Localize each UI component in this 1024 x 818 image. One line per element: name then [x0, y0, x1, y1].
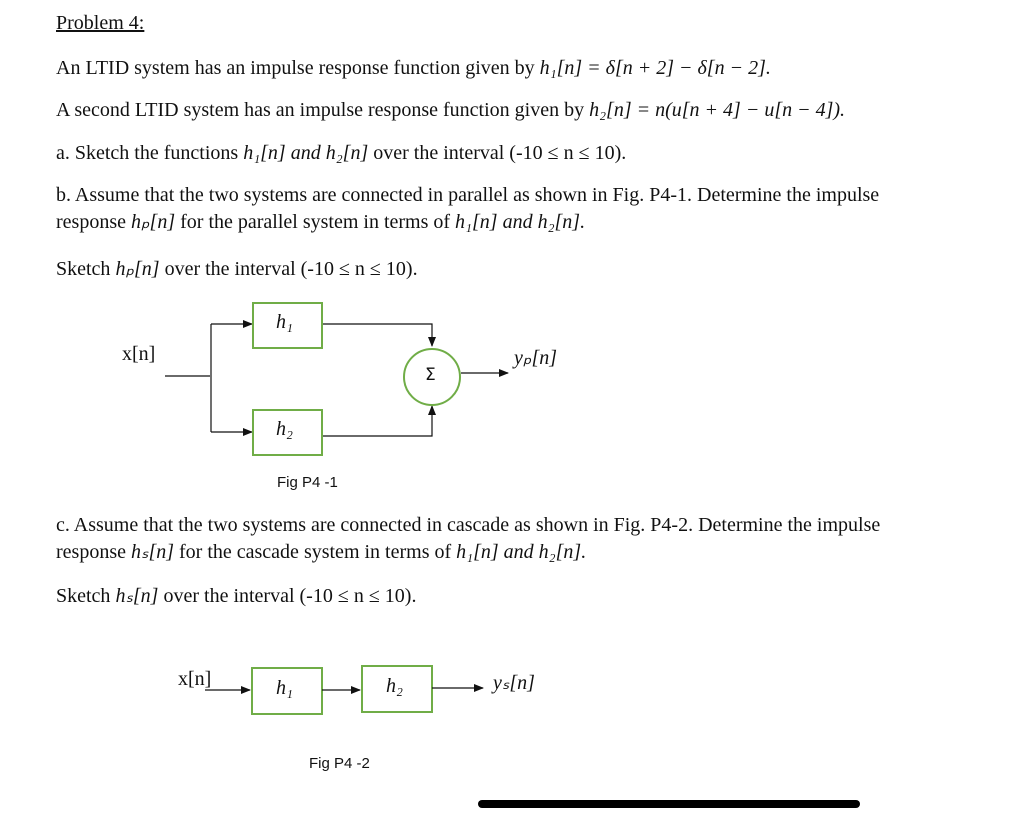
part-c-line1: c. Assume that the two systems are connected in cascade as shown in Fig. P4-2. Determine the impulse: [56, 514, 881, 536]
line-h2-text: A second LTID system has an impulse response function given by: [56, 99, 590, 121]
fig2-caption: Fig P4 -2: [309, 755, 370, 772]
part-a-post: over the interval (-10 ≤ n ≤ 10).: [368, 142, 627, 164]
fig1-input-label: x[n]: [122, 343, 156, 365]
fig2-h1-label: h₁: [276, 677, 293, 699]
part-c-sketch-post: over the interval (-10 ≤ n ≤ 10).: [158, 585, 417, 607]
part-c-line2: [56, 539, 586, 565]
h2-equation: h₂[n] = n(u[n + 4] − u[n − 4]).: [589, 99, 846, 121]
fig2-input-label: x[n]: [178, 668, 212, 690]
part-c-sketch-pre: Sketch: [56, 585, 116, 607]
fig1-h2-label: h₂: [276, 418, 293, 440]
part-b-sketch-post: over the interval (-10 ≤ n ≤ 10).: [159, 258, 418, 280]
home-indicator-bar[interactable]: [478, 800, 860, 808]
part-b-pre: response: [56, 211, 131, 233]
part-a-math: h₁[n] and h₂[n]: [243, 142, 369, 164]
part-b-sketch-math: hₚ[n]: [115, 258, 160, 280]
fig1-h1-to-sum-wire: [323, 324, 432, 346]
fig1-sum-symbol: Σ: [425, 365, 436, 385]
fig1-h1-label: h₁: [276, 311, 293, 333]
fig1-caption: Fig P4 -1: [277, 474, 338, 491]
part-c-pre: response: [56, 541, 131, 563]
part-c-math2: h₁[n] and h₂[n].: [456, 541, 587, 563]
part-a-pre: a. Sketch the functions: [56, 142, 244, 164]
part-c-mid: for the cascade system in terms of: [174, 541, 457, 563]
h1-equation: h₁[n] = δ[n + 2] − δ[n − 2].: [539, 57, 771, 79]
fig2-h2-label: h₂: [386, 675, 403, 697]
part-c-sketch: [56, 583, 416, 609]
fig1-h2-to-sum-wire: [323, 406, 432, 436]
line-h1-text: An LTID system has an impulse response function given by: [56, 57, 540, 79]
part-b-math1: hₚ[n]: [130, 211, 176, 233]
part-c-math1: hₛ[n]: [130, 541, 175, 563]
part-b-math2: h₁[n] and h₂[n].: [455, 211, 586, 233]
part-b-mid: for the parallel system in terms of: [175, 211, 456, 233]
part-b-line1: b. Assume that the two systems are connected in parallel as shown in Fig. P4-1. Determine the impulse: [56, 184, 880, 206]
fig2-output-label: yₛ[n]: [493, 672, 535, 694]
fig1-output-label: yₚ[n]: [514, 347, 558, 369]
part-c-sketch-math: hₛ[n]: [115, 585, 159, 607]
part-b-sketch-pre: Sketch: [56, 258, 116, 280]
problem-title: Problem 4:: [56, 12, 145, 34]
